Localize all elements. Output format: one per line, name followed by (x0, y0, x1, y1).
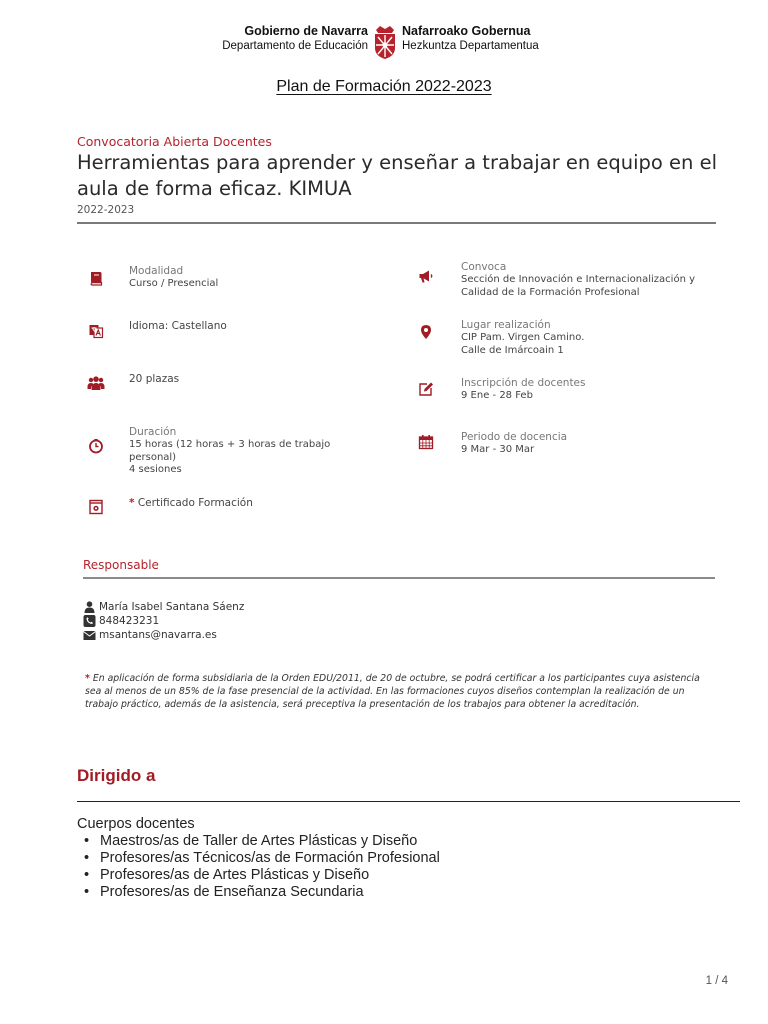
language-icon (88, 323, 104, 339)
contact-phone-row (83, 614, 159, 628)
plan-title: Plan de Formación 2022-2023 (276, 78, 492, 95)
header-basque (402, 24, 539, 53)
responsable-phone: 848423231 (99, 615, 160, 627)
inscripcion-value: 9 Ene - 28 Feb (461, 390, 533, 401)
inscripcion-label: Inscripción de docentes (461, 377, 586, 389)
lugar-line-1: CIP Pam. Virgen Camino. (461, 332, 585, 343)
header-spanish (222, 24, 368, 53)
modalidad-label: Modalidad (129, 265, 184, 277)
dirigido-list (78, 833, 440, 901)
list-item: • Profesores/as de Artes Plásticas y Diseño (78, 867, 440, 884)
modalidad-value: Curso / Presencial (129, 278, 219, 289)
duracion-line-1: 15 horas (12 horas + 3 horas de trabajo (129, 439, 331, 450)
gov-name-es: Gobierno de Navarra (244, 24, 368, 38)
responsable-name: María Isabel Santana Sáenz (99, 601, 245, 613)
gov-name-eu: Nafarroako Gobernua (402, 24, 531, 38)
responsable-heading: Responsable (83, 558, 159, 572)
modalidad-block (129, 265, 218, 291)
inscripcion-block (461, 377, 586, 403)
certificado-star: * (129, 497, 135, 509)
convoca-label: Convoca (461, 261, 507, 273)
list-item: • Profesores/as Técnicos/as de Formación Profesional (78, 850, 440, 867)
lugar-block (461, 319, 584, 357)
periodo-label: Periodo de docencia (461, 431, 568, 443)
dept-name-es: Departamento de Educación (222, 40, 368, 52)
clock-icon (88, 438, 104, 454)
list-item: • Maestros/as de Taller de Artes Plásticas y Diseño (78, 833, 440, 850)
dirigido-divider (77, 801, 740, 802)
duracion-label: Duración (129, 426, 177, 438)
dirigido-heading: Dirigido a (77, 766, 156, 785)
course-year: 2022-2023 (77, 204, 135, 216)
envelope-icon (83, 629, 96, 641)
dept-name-eu: Hezkuntza Departamentua (402, 40, 539, 52)
calendar-icon (418, 434, 434, 450)
footnote-star: * (85, 673, 90, 684)
responsable-email[interactable]: msantans@navarra.es (99, 629, 217, 641)
list-item: • Profesores/as de Enseñanza Secundaria (78, 884, 440, 901)
megaphone-icon (418, 268, 434, 284)
edit-icon (418, 381, 434, 397)
page-number: 1 / 4 (705, 975, 728, 987)
periodo-block (461, 431, 567, 457)
certification-footnote (85, 672, 705, 711)
contact-name-row (83, 600, 244, 614)
convoca-line-2: Calidad de la Formación Profesional (461, 286, 640, 298)
plazas-value: 20 plazas (129, 373, 180, 385)
location-pin-icon (418, 324, 434, 340)
lugar-label: Lugar realización (461, 319, 551, 331)
title-divider (77, 222, 716, 224)
duracion-line-3: 4 sesiones (129, 464, 182, 475)
certificate-icon (88, 499, 104, 515)
convoca-line-1: Sección de Innovación e Internacionalización y (461, 274, 696, 285)
duracion-block (129, 426, 330, 477)
phone-icon (83, 615, 96, 627)
course-title: Herramientas para aprender y enseñar a trabajar en equipo en el aula de forma eficaz. KIMUA (77, 151, 718, 200)
users-icon (87, 375, 105, 391)
responsable-divider (83, 577, 715, 579)
duracion-line-2: personal) (129, 451, 177, 463)
idioma-value: Idioma: Castellano (129, 320, 227, 332)
navarra-coat-of-arms-logo (372, 24, 398, 60)
lugar-line-2: Calle de Imárcoain 1 (461, 344, 564, 356)
contact-email-row (83, 628, 217, 642)
periodo-value: 9 Mar - 30 Mar (461, 444, 535, 455)
certificado-block (129, 497, 253, 510)
book-icon (88, 270, 104, 286)
footnote-text: En aplicación de forma subsidiaria de la Orden EDU/2011, de 20 de octubre, se podrá certificar a los participantes cuya asistencia sea al menos de un 85% de la fase presencial de la actividad. En las formaciones cuyos diseños contemplan la realización de un trabajo práctico, además de la asistencia, será preceptiva la presentación de los trabajos para obtener la acreditación. (85, 673, 700, 710)
user-icon (83, 601, 96, 613)
convocatoria-label: Convocatoria Abierta Docentes (77, 134, 272, 149)
dirigido-group-label: Cuerpos docentes (77, 816, 195, 832)
certificado-label: Certificado Formación (137, 497, 253, 509)
convoca-block (461, 261, 695, 299)
